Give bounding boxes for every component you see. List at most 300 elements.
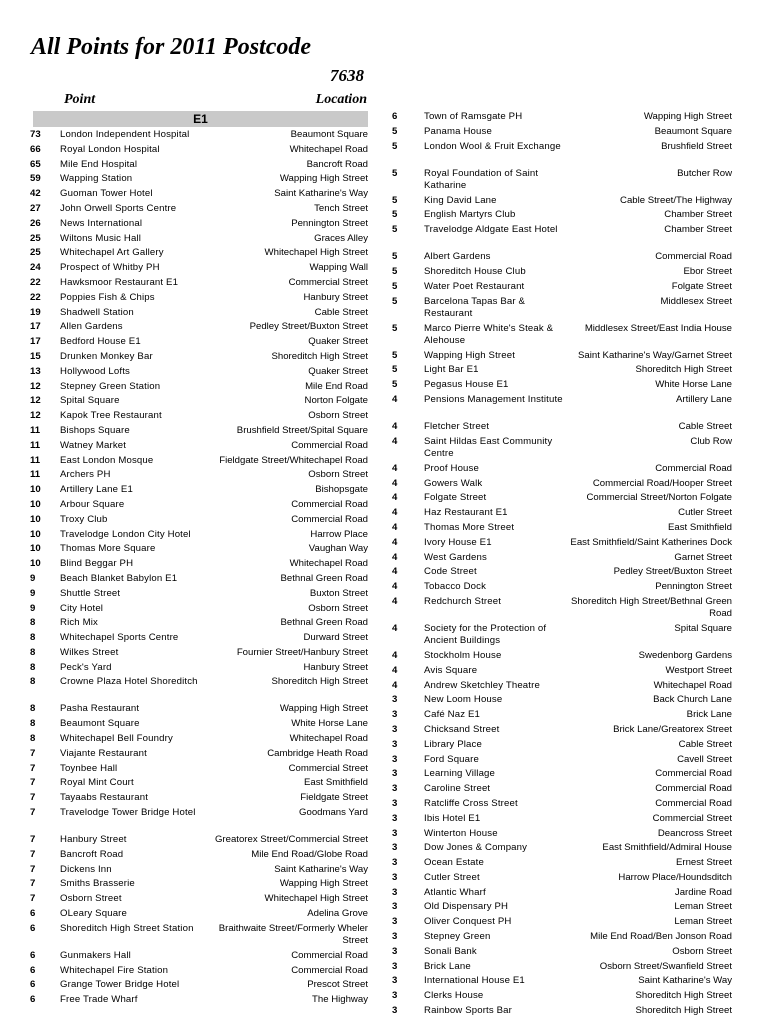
point-name: Whitechapel Fire Station [60, 964, 169, 976]
point-name: Caroline Street [424, 783, 491, 795]
list-item [392, 364, 732, 379]
point-name: Royal London Hospital [60, 143, 160, 155]
point-name: Winterton House [424, 827, 498, 839]
point-name: Oliver Conquest PH [424, 916, 512, 928]
list-item [30, 792, 368, 807]
point-value: 25 [30, 232, 41, 244]
point-value: 12 [30, 410, 41, 422]
point-name: Society for the Protection of Ancient Buildings [424, 622, 547, 647]
point-value: 8 [30, 632, 36, 644]
point-name: Light Bar E1 [424, 364, 479, 376]
list-item [392, 650, 732, 665]
list-item [392, 1005, 732, 1020]
point-name: Code Street [424, 566, 477, 578]
point-location: Mile End Road [305, 380, 368, 392]
point-location: Quaker Street [308, 336, 368, 348]
list-item [392, 126, 732, 141]
point-value: 25 [30, 247, 41, 259]
point-value: 3 [392, 975, 398, 987]
list-item [392, 623, 732, 650]
point-location: Commercial Road [291, 439, 368, 451]
point-value: 5 [392, 251, 398, 263]
point-location: Artillery Lane [676, 393, 732, 405]
right-column-list [392, 111, 732, 1020]
list-item [392, 680, 732, 695]
point-name: Hawksmoor Restaurant E1 [60, 276, 179, 288]
point-value: 8 [30, 676, 36, 688]
list-item [30, 718, 368, 733]
point-location: Beaumont Square [654, 125, 732, 137]
list-item [392, 783, 732, 798]
list-item [392, 901, 732, 916]
point-location: Commercial Road [655, 783, 732, 795]
point-value: 9 [30, 572, 36, 584]
point-value: 3 [392, 916, 398, 928]
point-location: Bancroft Road [306, 158, 368, 170]
list-item [392, 975, 732, 990]
point-value: 3 [392, 723, 398, 735]
point-name: Grange Tower Bridge Hotel [60, 979, 180, 991]
list-item [392, 887, 732, 902]
list-item [392, 168, 732, 195]
point-name: Stockholm House [424, 649, 502, 661]
point-name: Whitechapel Art Gallery [60, 247, 164, 259]
point-location: Fieldgate Street [300, 792, 368, 804]
point-location: Bethnal Green Road [280, 617, 368, 629]
point-location: Westport Street [665, 664, 732, 676]
point-name: Mile End Hospital [60, 158, 138, 170]
point-value: 5 [392, 322, 398, 334]
point-name: Haz Restaurant E1 [424, 507, 508, 519]
list-item [30, 336, 368, 351]
point-value: 42 [30, 188, 41, 200]
point-value: 5 [392, 295, 398, 307]
point-name: Panama House [424, 125, 492, 137]
list-item [30, 878, 368, 893]
point-value: 10 [30, 498, 41, 510]
point-name: Royal Mint Court [60, 777, 134, 789]
point-name: Old Dispensary PH [424, 901, 509, 913]
point-location: Whitechapel High Street [264, 247, 368, 259]
point-location: Ernest Street [676, 857, 732, 869]
list-item [30, 923, 368, 950]
point-name: Guoman Tower Hotel [60, 188, 153, 200]
page-title: All Points for 2011 Postcode [31, 34, 312, 60]
list-item [30, 469, 368, 484]
point-name: Ibis Hotel E1 [424, 812, 481, 824]
point-location: Leman Street [674, 916, 732, 928]
point-location: Commercial Road [291, 949, 368, 961]
point-value: 4 [392, 566, 398, 578]
point-location: Commercial Road [291, 498, 368, 510]
point-name: Wilkes Street [60, 646, 119, 658]
point-value: 7 [30, 878, 36, 890]
point-value: 3 [392, 783, 398, 795]
point-name: Marco Pierre White's Steak & Alehouse [424, 322, 554, 346]
point-name: Chicksand Street [424, 723, 500, 735]
point-value: 4 [392, 477, 398, 489]
point-location: Mile End Road/Ben Jonson Road [590, 931, 732, 943]
point-value: 17 [30, 321, 41, 333]
point-location: Cavell Street [677, 753, 732, 765]
list-item [30, 733, 368, 748]
point-value: 10 [30, 528, 41, 540]
list-item [30, 994, 368, 1009]
point-name: Avis Square [424, 664, 478, 676]
list-item [392, 931, 732, 946]
list-item [30, 129, 368, 144]
point-name: John Orwell Sports Centre [60, 202, 177, 214]
point-location: Swedenborg Gardens [638, 649, 732, 661]
point-location: Osborn Street [308, 469, 368, 481]
list-item [30, 979, 368, 994]
point-location: White Horse Lane [291, 718, 368, 730]
list-item [392, 111, 732, 126]
point-name: Gowers Walk [424, 477, 483, 489]
point-location: Commercial Road/Hooper Street [592, 477, 732, 489]
point-value: 11 [30, 439, 41, 451]
list-item [30, 543, 368, 558]
point-name: Osborn Street [60, 893, 122, 905]
point-value: 4 [392, 435, 398, 447]
list-item [30, 203, 368, 218]
list-item [392, 537, 732, 552]
point-value: 4 [392, 521, 398, 533]
point-location: Pennington Street [291, 217, 368, 229]
point-name: Spital Square [60, 395, 120, 407]
point-location: Cable Street [678, 420, 732, 432]
point-location: Middlesex Street/East India House [584, 322, 732, 334]
point-value: 10 [30, 484, 41, 496]
point-value: 11 [30, 469, 41, 481]
point-name: Wapping Station [60, 173, 133, 185]
point-name: Thomas More Street [424, 521, 515, 533]
list-item [30, 277, 368, 292]
list-item [30, 292, 368, 307]
point-value: 4 [392, 649, 398, 661]
point-value: 3 [392, 945, 398, 957]
list-item [392, 492, 732, 507]
list-item [30, 514, 368, 529]
point-value: 8 [30, 703, 36, 715]
point-location: Brick Lane [686, 709, 732, 721]
list-item [30, 395, 368, 410]
point-value: 4 [392, 551, 398, 563]
point-value: 73 [30, 129, 41, 140]
list-item [392, 394, 732, 421]
list-item [30, 484, 368, 499]
point-value: 7 [30, 747, 36, 759]
point-value: 5 [392, 140, 398, 152]
list-item [30, 632, 368, 647]
list-item [392, 421, 732, 436]
list-item [30, 366, 368, 381]
point-name: Shuttle Street [60, 587, 121, 599]
list-item [392, 507, 732, 522]
list-item [30, 218, 368, 233]
point-name: Tobacco Dock [424, 581, 487, 593]
list-item [30, 573, 368, 588]
list-item [30, 834, 368, 849]
point-value: 12 [30, 395, 41, 407]
point-value: 15 [30, 350, 41, 362]
point-name: Redchurch Street [424, 595, 502, 607]
point-location: Club Row [690, 435, 732, 447]
point-value: 6 [30, 949, 36, 961]
point-value: 4 [392, 595, 398, 607]
point-value: 5 [392, 167, 398, 179]
point-name: Troxy Club [60, 513, 108, 525]
point-location: Whitechapel Road [653, 679, 732, 691]
point-name: English Martyrs Club [424, 209, 516, 221]
point-name: Blind Beggar PH [60, 558, 134, 570]
point-location: Ebor Street [683, 265, 732, 277]
point-location: Shoreditch High Street [635, 990, 732, 1002]
point-name: Cutler Street [424, 871, 480, 883]
point-location: Saint Katharine's Way/Garnet Street [578, 349, 732, 361]
list-item [392, 857, 732, 872]
point-value: 5 [392, 125, 398, 137]
list-item [30, 662, 368, 677]
point-location: Norton Folgate [304, 395, 368, 407]
list-item [392, 209, 732, 224]
list-item [30, 965, 368, 980]
point-name: Travelodge Aldgate East Hotel [424, 224, 558, 236]
point-value: 26 [30, 217, 41, 229]
point-value: 9 [30, 587, 36, 599]
point-name: King David Lane [424, 194, 497, 206]
point-name: Town of Ramsgate PH [424, 111, 523, 122]
point-value: 3 [392, 694, 398, 706]
list-item [30, 425, 368, 440]
point-value: 3 [392, 1005, 398, 1017]
point-value: 4 [392, 664, 398, 676]
point-location: Prescot Street [307, 979, 368, 991]
point-location: Cable Street [314, 306, 368, 318]
point-name: Poppies Fish & Chips [60, 291, 155, 303]
list-item [30, 763, 368, 778]
point-name: Pasha Restaurant [60, 703, 140, 715]
point-name: Dickens Inn [60, 863, 112, 875]
point-location: Adelina Grove [307, 908, 368, 920]
point-location: Fournier Street/Hanbury Street [236, 646, 368, 658]
point-value: 11 [30, 424, 41, 436]
point-name: Allen Gardens [60, 321, 123, 333]
point-name: Hollywood Lofts [60, 365, 130, 377]
location-column-header: Location [315, 92, 367, 107]
section-header: E1 [33, 111, 368, 127]
point-location: Graces Alley [314, 232, 368, 244]
point-value: 4 [392, 581, 398, 593]
point-value: 22 [30, 291, 41, 303]
list-item [30, 703, 368, 718]
point-value: 22 [30, 276, 41, 288]
point-location: Whitechapel Road [289, 558, 368, 570]
point-location: Commercial Road [655, 462, 732, 474]
point-value: 3 [392, 827, 398, 839]
point-name: Ford Square [424, 753, 479, 765]
list-item [30, 617, 368, 632]
point-location: Mile End Road/Globe Road [251, 848, 368, 860]
point-location: Harrow Place/Houndsditch [618, 871, 732, 883]
point-value: 4 [392, 420, 398, 432]
point-name: Kapok Tree Restaurant [60, 410, 162, 422]
point-name: London Wool & Fruit Exchange [424, 140, 561, 152]
point-location: Saint Katharine's Way [274, 863, 368, 875]
point-value: 3 [392, 753, 398, 765]
point-name: Watney Market [60, 439, 127, 451]
point-name: Whitechapel Sports Centre [60, 632, 179, 644]
list-item [30, 647, 368, 662]
point-name: Shoreditch House Club [424, 265, 526, 277]
point-column-header: Point [64, 92, 96, 107]
point-location: Commercial Street [652, 812, 732, 824]
point-value: 3 [392, 797, 398, 809]
list-item [30, 351, 368, 366]
list-item [392, 916, 732, 931]
point-value: 5 [392, 209, 398, 221]
point-value: 4 [392, 622, 398, 634]
point-name: Viajante Restaurant [60, 747, 147, 759]
point-name: Bancroft Road [60, 848, 124, 860]
list-item [392, 724, 732, 739]
point-name: Crowne Plaza Hotel Shoreditch [60, 676, 198, 688]
point-value: 10 [30, 558, 41, 570]
point-value: 3 [392, 886, 398, 898]
point-location: Bishopsgate [315, 484, 368, 496]
list-item [392, 813, 732, 828]
list-item [392, 872, 732, 887]
list-item [30, 849, 368, 864]
point-value: 5 [392, 379, 398, 391]
point-value: 66 [30, 143, 41, 155]
list-item [392, 768, 732, 783]
point-name: Beaumont Square [60, 718, 140, 730]
point-location: Saint Katharine's Way [638, 975, 732, 987]
list-item [392, 224, 732, 251]
point-value: 3 [392, 931, 398, 943]
point-name: Toynbee Hall [60, 762, 118, 774]
point-value: 3 [392, 842, 398, 854]
point-value: 7 [30, 863, 36, 875]
point-location: Shoreditch High Street/Bethnal Green Road [570, 595, 732, 620]
point-location: Wapping High Street [279, 878, 368, 890]
point-value: 3 [392, 812, 398, 824]
point-location: Brushfield Street [661, 140, 732, 152]
list-item [392, 581, 732, 596]
point-name: Stepney Green Station [60, 380, 161, 392]
point-location: Quaker Street [308, 365, 368, 377]
point-name: East London Mosque [60, 454, 154, 466]
point-location: Whitechapel Road [289, 143, 368, 155]
point-name: Whitechapel Bell Foundry [60, 733, 173, 745]
point-location: Pennington Street [655, 581, 732, 593]
point-value: 8 [30, 733, 36, 745]
point-value: 13 [30, 365, 41, 377]
point-value: 6 [30, 964, 36, 976]
list-item [392, 596, 732, 623]
point-location: Commercial Street [288, 276, 368, 288]
left-column-list [30, 129, 368, 1009]
point-name: Dow Jones & Company [424, 842, 528, 854]
list-item [392, 478, 732, 493]
list-item [30, 603, 368, 618]
list-item [392, 323, 732, 350]
point-name: Thomas More Square [60, 543, 156, 555]
point-location: Braithwaite Street/Formerly Wheler Street [218, 922, 368, 947]
list-item [392, 195, 732, 210]
point-location: Buxton Street [309, 587, 368, 599]
point-name: Brick Lane [424, 960, 471, 972]
point-location: East Smithfield [304, 777, 368, 789]
point-name: City Hotel [60, 602, 104, 614]
list-item [392, 463, 732, 478]
list-item [30, 864, 368, 879]
point-location: Shoreditch High Street [635, 1005, 732, 1017]
point-location: Shoreditch High Street [271, 676, 368, 688]
point-name: Albert Gardens [424, 251, 491, 263]
point-location: Back Church Lane [653, 694, 732, 706]
point-name: Library Place [424, 738, 482, 750]
point-value: 4 [392, 492, 398, 504]
point-location: Deancross Street [657, 827, 732, 839]
point-name: Tayaabs Restaurant [60, 792, 149, 804]
point-value: 10 [30, 513, 41, 525]
point-location: Commercial Road [291, 513, 368, 525]
list-item [392, 990, 732, 1005]
list-item [30, 893, 368, 908]
point-location: East Smithfield/Admiral House [602, 842, 732, 854]
point-location: Wapping High Street [279, 173, 368, 185]
list-item [392, 552, 732, 567]
list-item [392, 379, 732, 394]
point-location: Shoreditch High Street [271, 350, 368, 362]
point-value: 7 [30, 762, 36, 774]
point-location: Whitechapel Road [289, 733, 368, 745]
list-item [30, 410, 368, 425]
point-name: Travelodge London City Hotel [60, 528, 191, 540]
point-location: Commercial Road [655, 251, 732, 263]
point-name: Stepney Green [424, 931, 491, 943]
list-item [30, 247, 368, 262]
list-item [392, 350, 732, 365]
list-item [30, 676, 368, 703]
point-location: Leman Street [674, 901, 732, 913]
point-name: Arbour Square [60, 498, 125, 510]
list-item [392, 251, 732, 266]
list-item [30, 455, 368, 470]
point-value: 3 [392, 901, 398, 913]
point-location: East Smithfield/Saint Katherines Dock [570, 536, 732, 548]
list-item [392, 665, 732, 680]
point-name: Smiths Brasserie [60, 878, 135, 890]
point-location: Garnet Street [674, 551, 732, 563]
point-value: 5 [392, 349, 398, 361]
point-name: Ocean Estate [424, 857, 484, 869]
list-item [392, 946, 732, 961]
point-name: West Gardens [424, 551, 487, 563]
point-location: Brick Lane/Greatorex Street [613, 723, 732, 735]
point-location: Commercial Street [288, 762, 368, 774]
list-item [30, 807, 368, 834]
list-item [30, 588, 368, 603]
list-item [30, 908, 368, 923]
point-value: 12 [30, 380, 41, 392]
point-location: Osborn Street [308, 410, 368, 422]
point-name: Royal Foundation of Saint Katharine [424, 167, 539, 191]
point-name: Ivory House E1 [424, 536, 492, 548]
point-value: 7 [30, 848, 36, 860]
